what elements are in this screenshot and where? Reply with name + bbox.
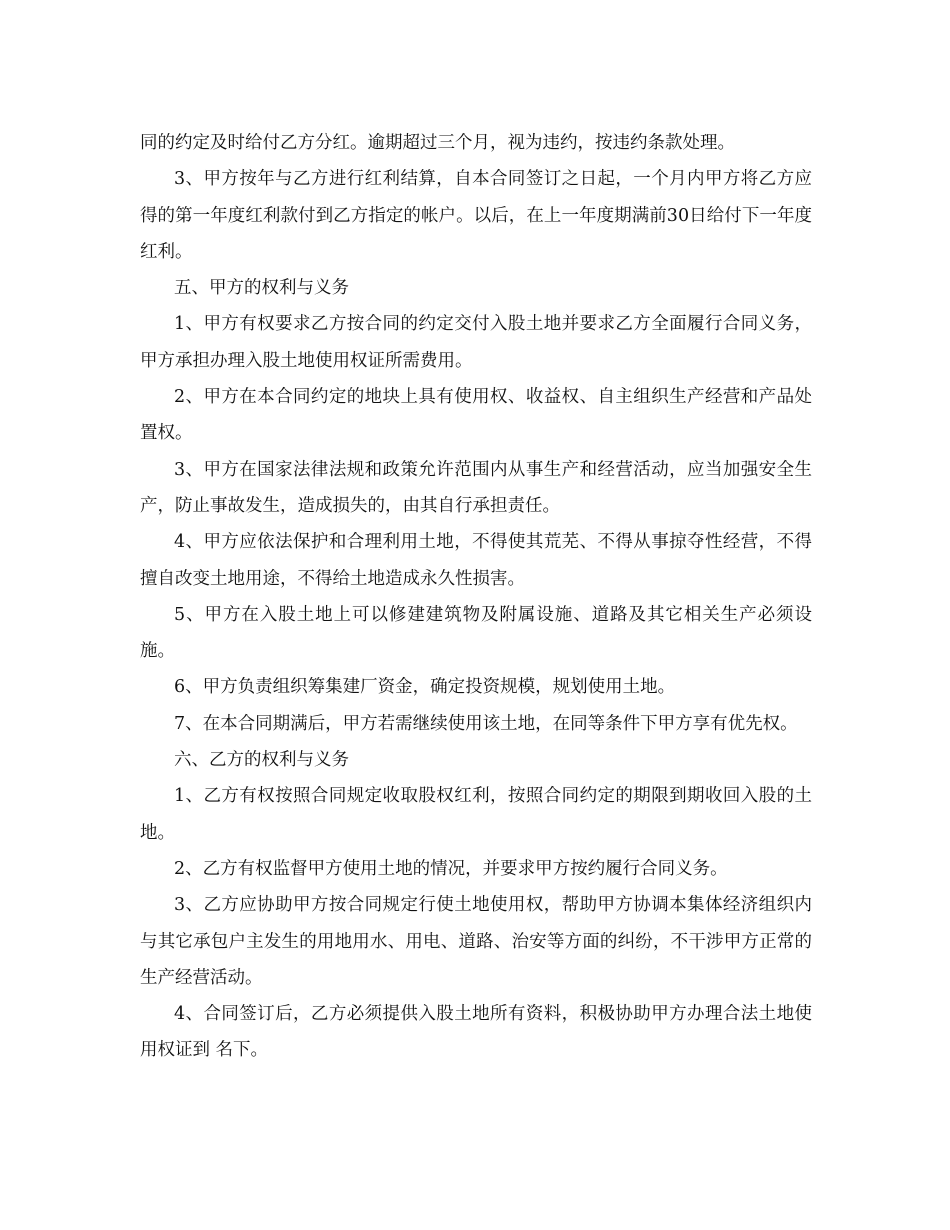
- paragraph-clause-6-3: 3、乙方应协助甲方按合同规定行使土地使用权，帮助甲方协调本集体经济组织内与其它承包户主发生的用地用水、用电、道路、治安等方面的纠纷，不干涉甲方正常的生产经营活动。: [140, 895, 812, 988]
- paragraph-clause-4-3: 3、甲方按年与乙方进行红利结算，自本合同签订之日起，一个月内甲方将乙方应得的第一年度红利款付到乙方指定的帐户。以后，在上一年度期满前30日给付下一年度红利。: [140, 169, 812, 262]
- paragraph-clause-5-1: 1、甲方有权要求乙方按合同的约定交付入股土地并要求乙方全面履行合同义务，甲方承担办理入股土地使用权证所需费用。: [140, 314, 812, 371]
- paragraph-clause-6-1: 1、乙方有权按照合同规定收取股权红利，按照合同约定的期限到期收回入股的土地。: [140, 786, 812, 843]
- document-body: [140, 125, 812, 1069]
- paragraph-clause-6-4: 4、合同签订后，乙方必须提供入股土地所有资料，积极协助甲方办理合法土地使用权证到 名下。: [140, 1004, 812, 1061]
- section-heading-6: 六、乙方的权利与义务: [174, 750, 349, 771]
- paragraph-clause-5-7: 7、在本合同期满后，甲方若需继续使用该土地，在同等条件下甲方享有优先权。: [174, 713, 798, 734]
- paragraph-clause-5-3: 3、甲方在国家法律法规和政策允许范围内从事生产和经营活动，应当加强安全生产，防止事故发生，造成损失的，由其自行承担责任。: [140, 459, 812, 516]
- section-heading-5: 五、甲方的权利与义务: [174, 278, 349, 299]
- paragraph-clause-5-6: 6、甲方负责组织筹集建厂资金，确定投资规模，规划使用土地。: [174, 677, 676, 698]
- paragraph-clause-5-2: 2、甲方在本合同约定的地块上具有使用权、收益权、自主组织生产经营和产品处置权。: [140, 387, 812, 444]
- paragraph-clause-5-4: 4、甲方应依法保护和合理利用土地，不得使其荒芜、不得从事掠夺性经营，不得擅自改变土地用途，不得给土地造成永久性损害。: [140, 532, 812, 589]
- paragraph-clause-6-2: 2、乙方有权监督甲方使用土地的情况，并要求甲方按约履行合同义务。: [174, 858, 728, 879]
- paragraph-clause-5-5: 5、甲方在入股土地上可以修建建筑物及附属设施、道路及其它相关生产必须设施。: [140, 604, 812, 662]
- paragraph-continuation: 同的约定及时给付乙方分红。逾期超过三个月，视为违约，按违约条款处理。: [140, 133, 735, 153]
